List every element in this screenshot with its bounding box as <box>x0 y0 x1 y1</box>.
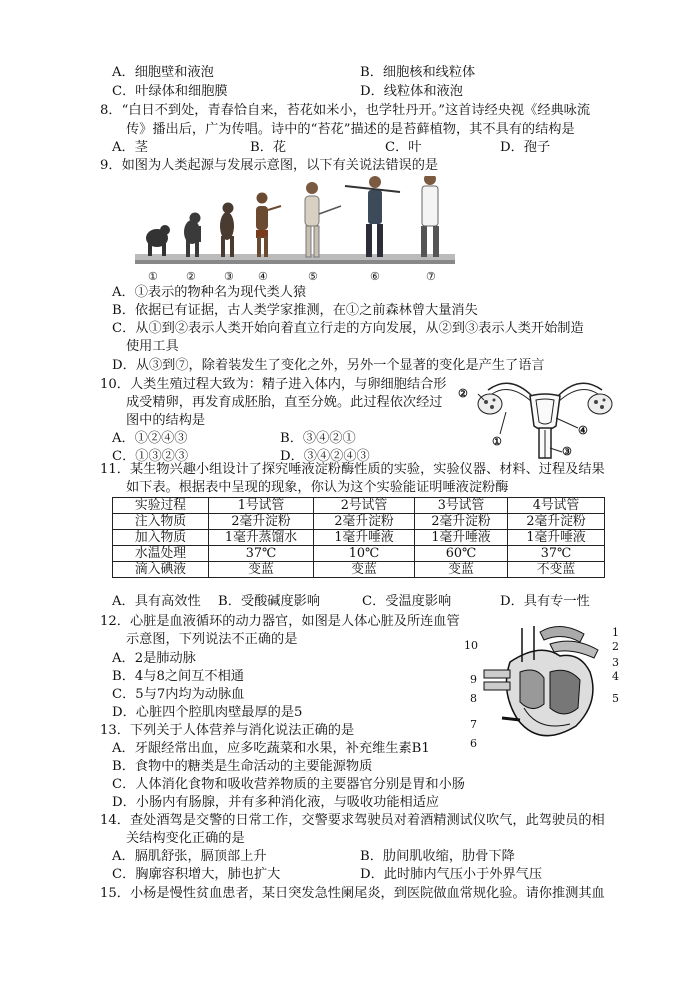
q12-stem-line2: 示意图，下列说法不正确的是 <box>126 632 298 647</box>
evolution-label-6: ⑥ <box>370 270 380 283</box>
q8-option-c: C．叶 <box>385 140 422 155</box>
table-cell: 10℃ <box>314 546 415 562</box>
table-cell: 2毫升淀粉 <box>508 514 605 530</box>
heart-label-3: 3 <box>612 656 619 669</box>
q12-option-d: D．心脏四个腔肌肉壁最厚的是5 <box>112 705 303 720</box>
heart-label-9: 9 <box>470 673 477 686</box>
q14-stem-line1: 14．查处酒驾是交警的日常工作，交警要求驾驶员对着酒精测试仪吹气，此驾驶员的相 <box>100 813 605 828</box>
table-cell: 变蓝 <box>314 562 415 578</box>
q14-option-a: A．膈肌舒张，膈顶部上升 <box>112 849 267 864</box>
evolution-label-1: ① <box>148 270 158 283</box>
table-cell: 4号试管 <box>508 498 605 514</box>
q9-option-c-line1: C．从①到②表示人类开始向着直立行走的方向发展，从②到③表示人类开始制造 <box>112 321 584 336</box>
heart-label-5: 5 <box>612 692 619 705</box>
table-cell: 2毫升淀粉 <box>314 514 415 530</box>
evolution-label-4: ④ <box>258 270 268 283</box>
table-cell: 实验过程 <box>113 498 209 514</box>
table-row <box>113 514 605 530</box>
table-cell: 2毫升淀粉 <box>415 514 508 530</box>
table-cell: 滴入碘液 <box>113 562 209 578</box>
experiment-table <box>112 497 605 578</box>
table-cell: 水温处理 <box>113 546 209 562</box>
evolution-figure-1 <box>146 225 170 256</box>
q9-option-d: D．从③到⑦，除着装发生了变化之外，另外一个显著的变化是产生了语言 <box>112 358 545 373</box>
q8-stem-line1: 8．“白日不到处，青春恰自来，苔花如米小，也学牡丹开。”这首诗经央视《经典咏流 <box>100 103 591 118</box>
evolution-figure-7 <box>421 176 439 257</box>
table-cell: 不变蓝 <box>508 562 605 578</box>
q11-option-c: C．受温度影响 <box>362 594 452 609</box>
q13-option-c: C．人体消化食物和吸收营养物质的主要器官分别是胃和小肠 <box>112 777 465 792</box>
q10-fig-label-3: ③ <box>562 445 572 458</box>
q7-option-d: D．线粒体和液泡 <box>360 84 463 99</box>
evolution-figure-6 <box>345 176 400 257</box>
q11-stem-line1: 11．某生物兴趣小组设计了探究唾液淀粉酶性质的实验，实验仪器、材料、过程及结果 <box>100 462 605 477</box>
q10-fig-label-1: ① <box>492 435 502 448</box>
evolution-label-2: ② <box>186 270 196 283</box>
table-cell: 加入物质 <box>113 530 209 546</box>
q11-stem-line2: 如下表。根据表中呈现的现象，你认为这个实验能证明唾液淀粉酶 <box>126 480 509 495</box>
table-cell: 变蓝 <box>209 562 314 578</box>
evolution-figure-3 <box>220 203 234 258</box>
q9-option-b: B．依据已有证据，古人类学家推测，在①之前森林曾大量消失 <box>112 303 478 318</box>
q13-option-d: D．小肠内有肠腺，并有多种消化液，与吸收功能相适应 <box>112 795 440 810</box>
q8-option-b: B．花 <box>250 140 287 155</box>
heart-label-4: 4 <box>612 670 619 683</box>
q15-stem: 15．小杨是慢性贫血患者，某日突发急性阑尾炎，到医院做血常规化验。请你推测其血 <box>100 886 605 901</box>
q12-stem-line1: 12．心脏是血液循环的动力器官，如图是人体心脏及所连血管 <box>100 614 460 629</box>
q12-option-c: C．5与7内均为动脉血 <box>112 687 245 702</box>
q8-option-a: A．茎 <box>112 140 148 155</box>
q9-option-c-line2: 使用工具 <box>126 339 179 354</box>
table-cell: 1毫升唾液 <box>508 530 605 546</box>
q10-stem-line3: 图中的结构是 <box>126 413 206 428</box>
q10-fig-label-2: ② <box>458 387 468 400</box>
table-row <box>113 530 605 546</box>
q10-option-b: B．③④②① <box>280 431 356 446</box>
q7-option-c: C．叶绿体和细胞膜 <box>112 84 228 99</box>
table-cell: 1毫升唾液 <box>314 530 415 546</box>
q14-option-c: C．胸廓容积增大，肺也扩大 <box>112 867 281 882</box>
human-evolution-figure <box>135 176 455 280</box>
evolution-figure-5 <box>305 182 341 257</box>
q7-option-a: A．细胞壁和液泡 <box>112 65 214 80</box>
q12-option-a: A．2是肺动脉 <box>112 651 196 666</box>
q14-option-b: B．肋间肌收缩，肋骨下降 <box>360 849 515 864</box>
q14-stem-line2: 关结构变化正确的是 <box>126 831 245 846</box>
heart-label-8: 8 <box>470 692 477 705</box>
q10-option-d: D．③④②④③ <box>280 449 370 464</box>
q12-option-b: B．4与8之间互不相通 <box>112 669 244 684</box>
q10-option-a: A．①②④③ <box>112 431 188 446</box>
table-cell: 37℃ <box>508 546 605 562</box>
q9-stem: 9．如图为人类起源与发展示意图，以下有关说法错误的是 <box>100 158 439 173</box>
q9-option-a: A．①表示的物种名为现代类人猿 <box>112 285 307 300</box>
table-cell: 1毫升唾液 <box>415 530 508 546</box>
q11-option-a: A．具有高效性 <box>112 594 201 609</box>
evolution-label-5: ⑤ <box>308 270 318 283</box>
q10-option-c: C．①③②③ <box>112 449 189 464</box>
q8-option-d: D．孢子 <box>500 140 551 155</box>
q10-fig-label-4: ④ <box>578 424 588 437</box>
table-row <box>113 546 605 562</box>
heart-label-7: 7 <box>470 718 477 731</box>
evolution-figure-2 <box>184 213 201 258</box>
heart-label-10: 10 <box>464 639 478 652</box>
q13-option-a: A．牙龈经常出血，应多吃蔬菜和水果，补充维生素B1 <box>112 741 430 756</box>
table-cell: 60℃ <box>415 546 508 562</box>
table-cell: 2毫升淀粉 <box>209 514 314 530</box>
heart-label-6: 6 <box>470 737 477 750</box>
q13-option-b: B．食物中的糖类是生命活动的主要能源物质 <box>112 759 373 774</box>
q10-stem-line2: 成受精卵，再发育成胚胎，直至分娩。此过程依次经过 <box>126 395 443 410</box>
q14-option-d: D．此时肺内气压小于外界气压 <box>360 867 543 882</box>
q7-option-b: B．细胞核和线粒体 <box>360 65 476 80</box>
table-cell: 3号试管 <box>415 498 508 514</box>
table-cell: 2号试管 <box>314 498 415 514</box>
evolution-label-3: ③ <box>224 270 234 283</box>
table-cell: 1号试管 <box>209 498 314 514</box>
q10-stem-line1: 10．人类生殖过程大致为：精子进入体内，与卵细胞结合形 <box>100 377 447 392</box>
q11-option-b: B．受酸碱度影响 <box>218 594 321 609</box>
heart-label-1: 1 <box>612 626 619 639</box>
table-cell: 37℃ <box>209 546 314 562</box>
table-cell: 注入物质 <box>113 514 209 530</box>
table-row <box>113 562 605 578</box>
q11-option-d: D．具有专一性 <box>500 594 590 609</box>
q13-stem: 13．下列关于人体营养与消化说法正确的是 <box>100 723 355 738</box>
q8-stem-line2: 传》播出后，广为传唱。诗中的“苔花”描述的是苔藓植物，其不具有的结构是 <box>126 122 575 137</box>
table-cell: 变蓝 <box>415 562 508 578</box>
evolution-figure-4 <box>256 193 281 258</box>
heart-figure <box>480 622 610 750</box>
table-cell: 1毫升蒸馏水 <box>209 530 314 546</box>
table-row <box>113 498 605 514</box>
evolution-label-7: ⑦ <box>426 270 436 283</box>
heart-label-2: 2 <box>612 640 619 653</box>
